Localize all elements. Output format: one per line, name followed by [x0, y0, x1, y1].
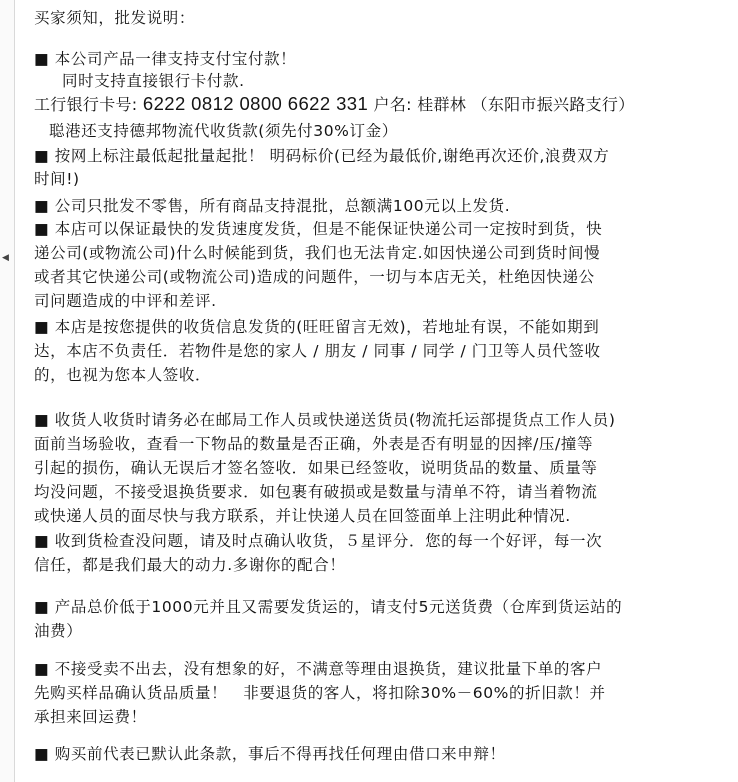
text-line: ■ 本店可以保证最快的发货速度发货，但是不能保证快递公司一定按时到货，快	[34, 220, 603, 238]
collapse-arrow-icon[interactable]: ◀	[2, 253, 9, 263]
text-line: 信任，都是我们最大的动力.多谢你的配合！	[34, 556, 346, 574]
text-line: 递公司(或物流公司)什么时候能到货，我们也无法肯定.如因快递公司到货时间慢	[34, 244, 601, 262]
text-line: 同时支持直接银行卡付款.	[62, 72, 245, 90]
account-name: 桂群林	[417, 95, 467, 114]
text-line: 油费）	[34, 622, 83, 640]
left-scroll-edge[interactable]	[0, 0, 15, 782]
text-line: ■ 收到货检查没问题，请及时点确认收货，５星评分．您的每一个好评，每一次	[34, 532, 603, 550]
page-title: 买家须知，批发说明：	[34, 9, 196, 27]
bank-info	[34, 95, 635, 114]
text-line: 均没问题，不接受退换货要求．如包裹有破损或是数量与清单不符，请当着物流	[34, 483, 598, 501]
text-line: 时间!)	[34, 170, 80, 188]
text-line: 引起的损伤，确认无误后才签名签收．如果已经签收，说明货品的数量、质量等	[34, 459, 598, 477]
text-line: 先购买样品确认货品质量！ 非要退货的客人，将扣除30%－60%的折旧款！并	[34, 684, 606, 702]
text-line: 面前当场验收，查看一下物品的数量是否正确，外表是否有明显的因摔/压/撞等	[34, 435, 594, 453]
text-line: 达，本店不负责任．若物件是您的家人 / 朋友 / 同事 / 同学 / 门卫等人员代签收	[34, 342, 601, 360]
text-line: ■ 产品总价低于1000元并且又需要发货运的，请支付5元送货费（仓库到货运站的	[34, 598, 623, 616]
text-line: ■ 公司只批发不零售，所有商品支持混批，总额满100元以上发货.	[34, 197, 511, 215]
text-line: ■ 本公司产品一律支持支付宝付款！	[34, 50, 297, 68]
text-line: ■ 购买前代表已默认此条款，事后不得再找任何理由借口来申辩！	[34, 745, 506, 763]
account-name-label: 户名:	[373, 95, 412, 114]
text-line: 或快递人员的面尽快与我方联系，并让快递人员在回签面单上注明此种情况.	[34, 507, 571, 525]
text-line: 或者其它快递公司(或物流公司)造成的问题件，一切与本店无关，杜绝因快递公	[34, 268, 595, 286]
text-line: ■ 本店是按您提供的收货信息发货的(旺旺留言无效)，若地址有误，不能如期到	[34, 318, 600, 336]
text-line: 的，也视为您本人签收．	[34, 366, 212, 384]
text-line: 聪港还支持德邦物流代收货款(须先付30%订金）	[49, 122, 398, 140]
text-line: 司问题造成的中评和差评.	[34, 292, 217, 310]
text-line: ■ 按网上标注最低起批量起批！ 明码标价(已经为最低价,谢绝再次还价,浪费双方	[34, 147, 610, 165]
text-line: ■ 收货人收货时请务必在邮局工作人员或快递送货员(物流托运部提货点工作人员)	[34, 411, 616, 429]
text-line: 承担来回运费！	[34, 708, 147, 726]
bank-card-number: 6222 0812 0800 6622 331	[142, 93, 369, 114]
bank-branch: （东阳市振兴路支行）	[471, 95, 635, 114]
bank-label: 工行银行卡号:	[34, 95, 138, 114]
text-line: ■ 不接受卖不出去，没有想象的好，不满意等理由退换货，建议批量下单的客户	[34, 660, 603, 678]
